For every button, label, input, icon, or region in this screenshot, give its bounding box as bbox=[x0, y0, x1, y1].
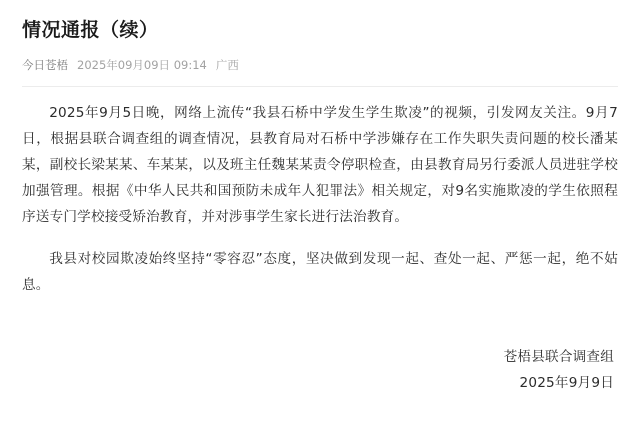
article-paragraph: 我县对校园欺凌始终坚持“零容忍”态度，坚决做到发现一起、查处一起、严惩一起，绝不姑息。 bbox=[22, 251, 618, 293]
meta-source: 今日苍梧 bbox=[22, 58, 68, 72]
article-paragraph: 2025年9月5日晚，网络上流传“我县石桥中学发生学生欺凌”的视频，引发网友关注。9月7日，根据县联合调查组的调查情况，县教育局对石桥中学涉嫌存在工作失职失责问题的校长潘某某，副校长梁某某、车某某，以及班主任魏某某责令停职检查，由县教育局另行委派人员进驻学校加强管理。根据《中华人民共和国预防未成年人犯罪法》相关规定，对9名实施欺凌的学生依照程序送专门学校接受矫治教育，并对涉事学生家长进行法治教育。 bbox=[22, 105, 618, 225]
signature-date: 2025年9月9日 bbox=[519, 375, 614, 391]
signature-org: 苍梧县联合调查组 bbox=[503, 349, 614, 365]
article-body bbox=[22, 100, 618, 298]
meta-region: 广西 bbox=[215, 58, 239, 72]
page-title: 情况通报（续） bbox=[22, 19, 159, 41]
meta-datetime: 2025年09月09日 09:14 bbox=[77, 58, 207, 72]
article-signature bbox=[22, 344, 618, 396]
header-divider bbox=[22, 86, 618, 87]
article-meta bbox=[22, 57, 618, 73]
